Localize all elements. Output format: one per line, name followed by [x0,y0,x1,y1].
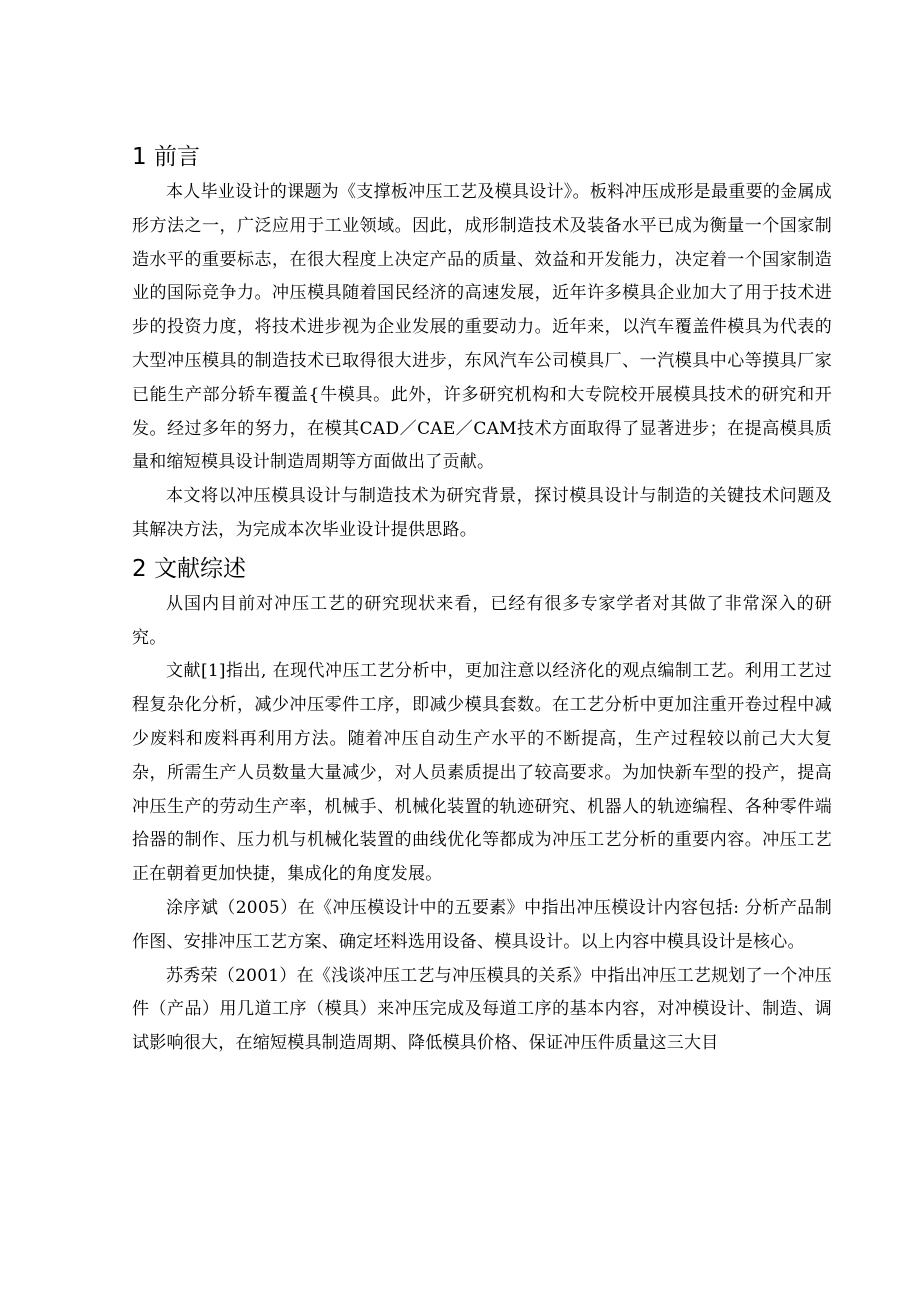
paragraph: 文献[1]指出, 在现代冲压工艺分析中，更加注意以经济化的观点编制工艺。利用工艺过程复杂化分析，减少冲压零件工序，即减少模具套数。在工艺分析中更加注重开卷过程中减少废料和废料再利用方法。随着冲压自动生产水平的不断提高，生产过程较以前己大大复杂，所需生产人员数量大量减少，对人员素质提出了较高要求。为加快新车型的投产，提高冲压生产的劳动生产率，机械手、机械化装置的轨迹研究、机器人的轨迹编程、各种零件端拾器的制作、压力机与机械化装置的曲线优化等都成为冲压工艺分析的重要内容。冲压工艺正在朝着更加快捷，集成化的角度发展。 [132,661,832,885]
section-heading-intro: 1 前言 [132,144,200,170]
document-page [132,138,832,1061]
paragraph: 从国内目前对冲压工艺的研究现状来看，已经有很多专家学者对其做了非常深入的研究。 [132,593,832,648]
paragraph: 苏秀荣（2001）在《浅谈冲压工艺与冲压模具的关系》中指出冲压工艺规划了一个冲压件（产品）用几道工序（模具）来冲压完成及每道工序的基本内容，对冲模设计、制造、调试影响很大，在缩短模具制造周期、降低模具价格、保证冲压件质量这三大目 [132,965,832,1054]
section-heading-literature-review: 2 文献综述 [132,555,246,582]
paragraph: 本文将以冲压模具设计与制造技术为研究背景，探讨模具设计与制造的关键技术问题及其解决方法，为完成本次毕业设计提供思路。 [132,486,832,540]
paragraph: 涂序斌（2005）在《冲压模设计中的五要素》中指出冲压模设计内容包括: 分析产品制作图、安排冲压工艺方案、确定坯料选用设备、模具设计。以上内容中模具设计是核心。 [132,897,832,952]
paragraph: 本人毕业设计的课题为《支撑板冲压工艺及模具设计》。板料冲压成形是最重要的金属成形方法之一，广泛应用于工业领域。因此，成形制造技术及装备水平已成为衡量一个国家制造水平的重要标志，在很大程度上决定产品的质量、效益和开发能力，决定着一个国家制造业的国际竞争力。冲压模具随着国民经济的高速发展，近年许多模具企业加大了用于技术进步的投资力度，将技术进步视为企业发展的重要动力。近年来，以汽车覆盖件模具为代表的大型冲压模具的制造技术已取得很大进步，东风汽车公司模具厂、一汽模具中心等摸具厂家已能生产部分轿车覆盖{牛模具。此外，许多研究机构和大专院校开展模具技术的研究和开发。经过多年的努力，在模其CAD／CAE／CAM技术方面取得了显著进步；在提高模具质量和缩短模具设计制造周期等方面做出了贡献。 [132,182,832,473]
